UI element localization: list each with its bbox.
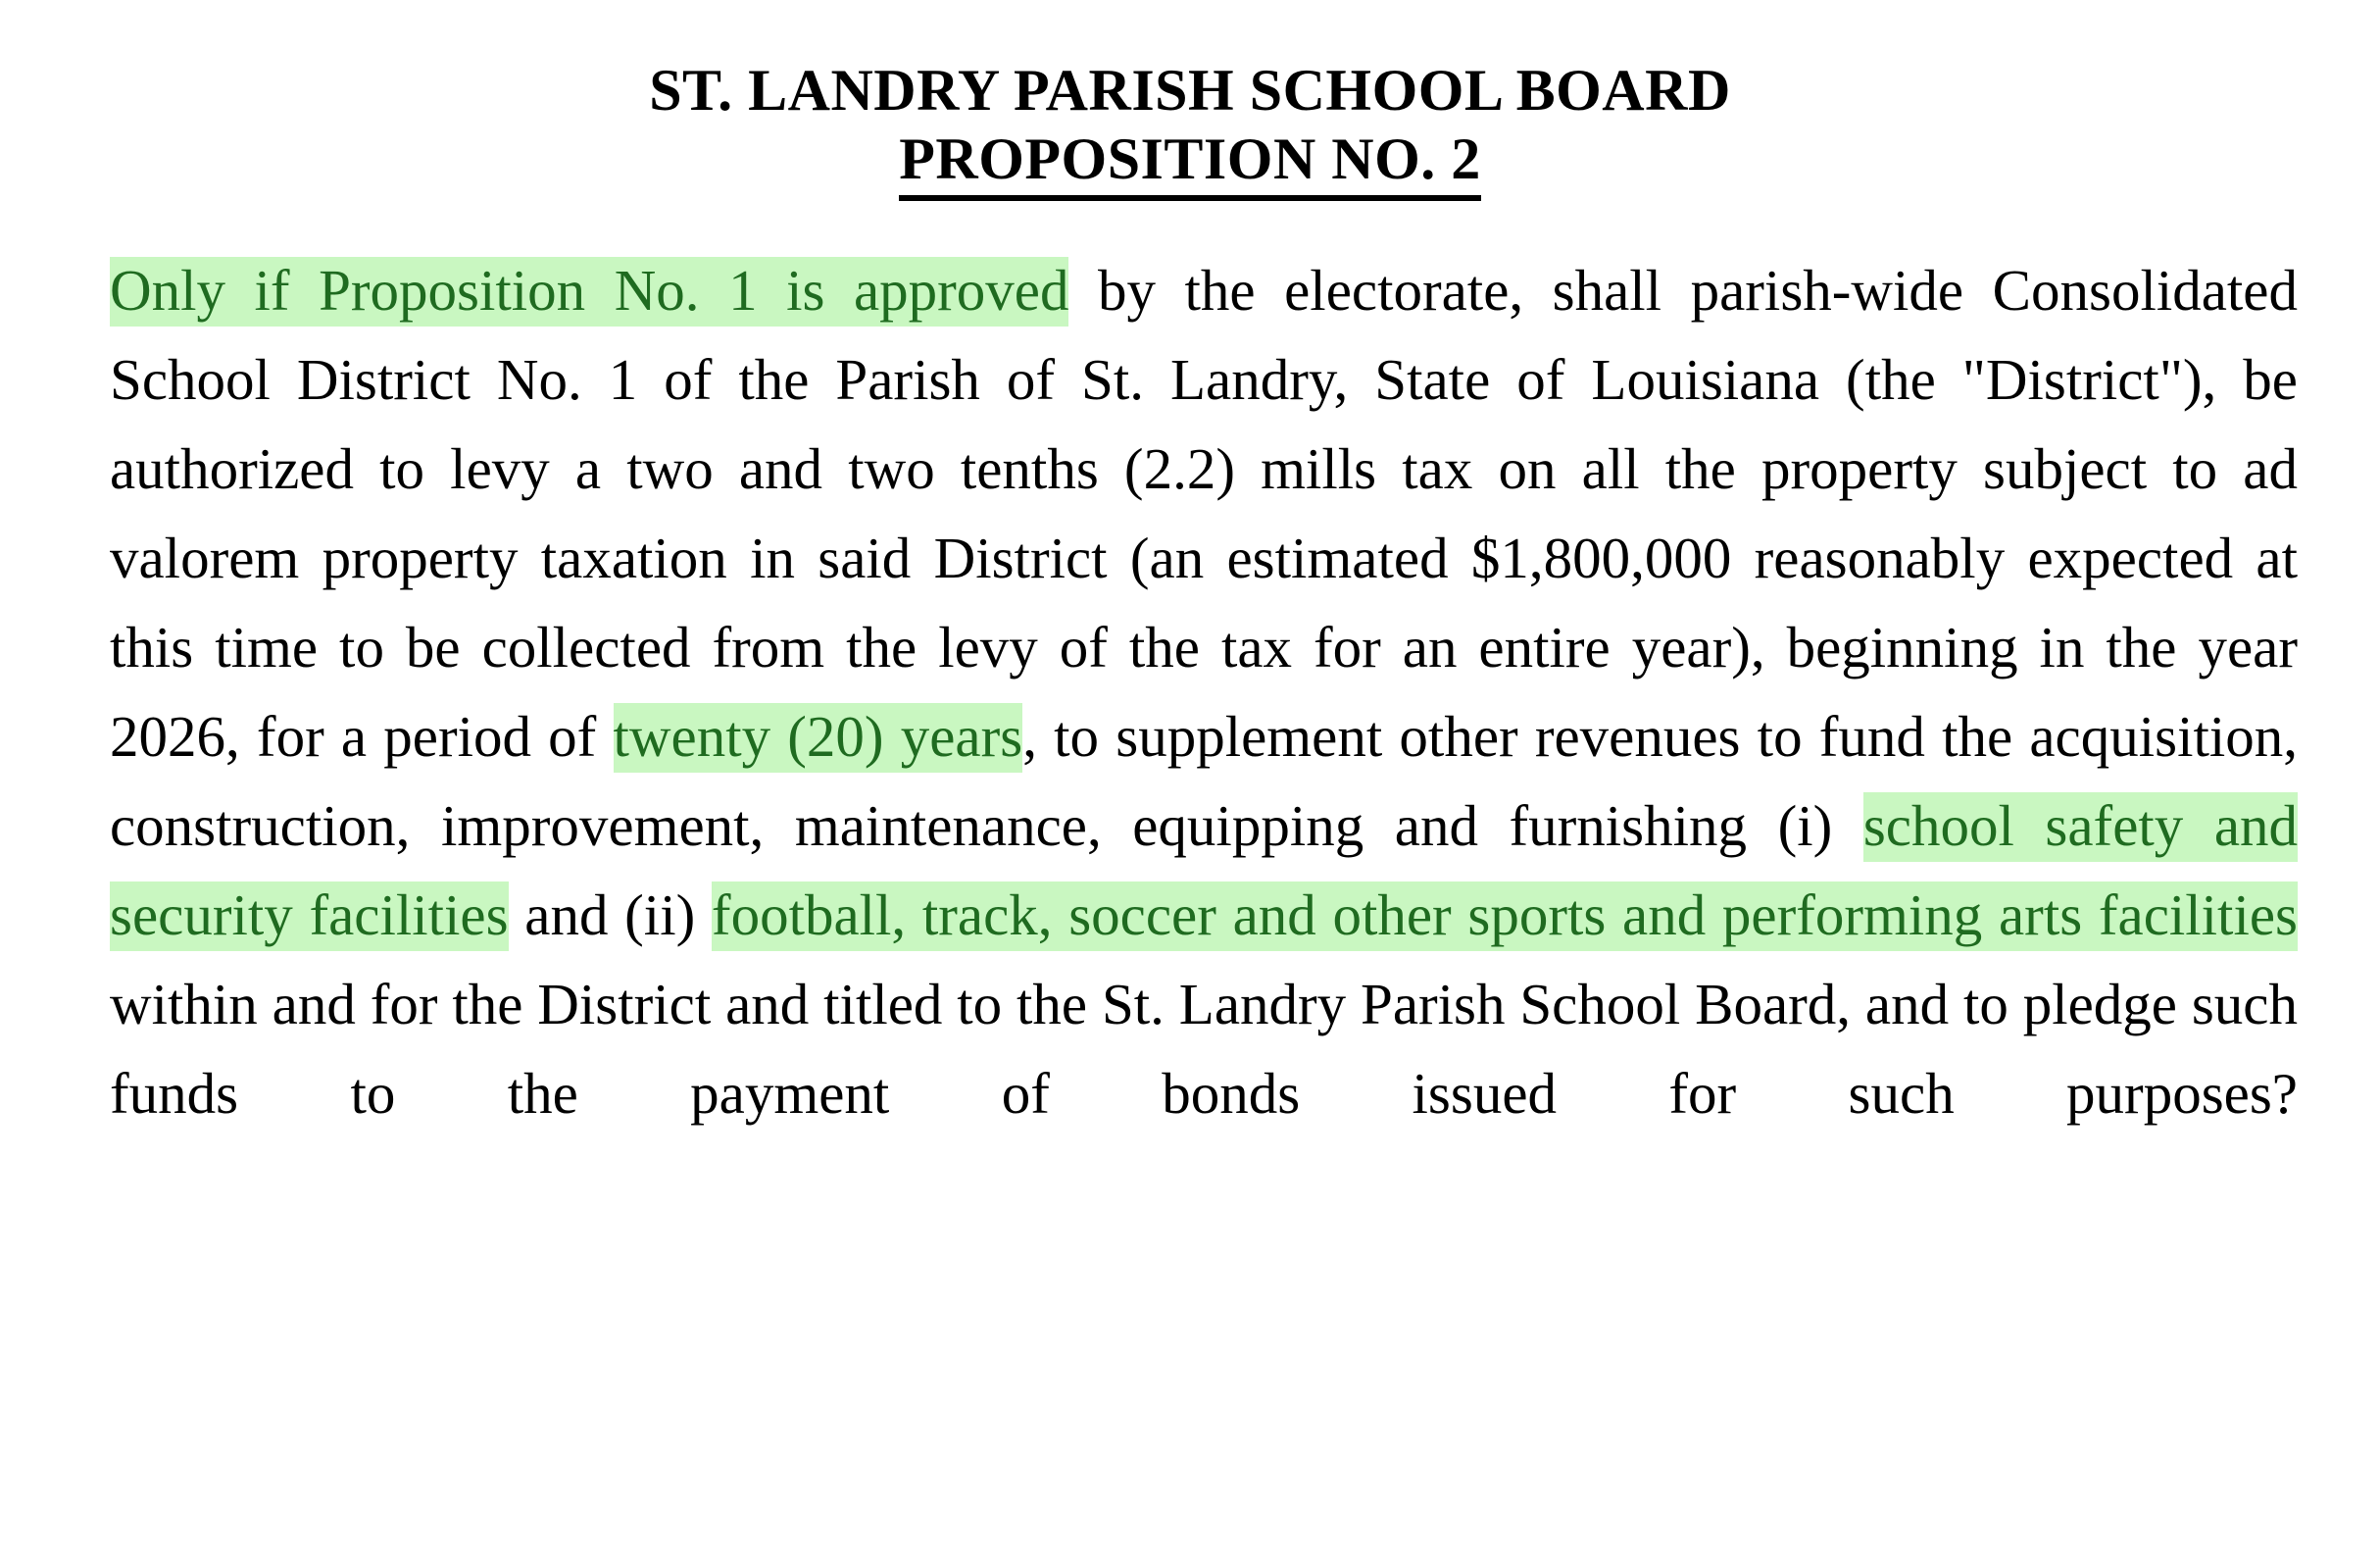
proposition-text [110,246,2298,1228]
highlighted-text-segment-6: football, track, soccer and other sports and performing arts facilities [712,881,2298,951]
document-title-block [0,0,2380,201]
highlighted-text-segment-0: Only if Proposition No. 1 is approved [110,257,1068,327]
proposition-body-container [53,246,2327,1228]
page-title-line-1: ST. LANDRY PARISH SCHOOL BOARD [649,58,1731,123]
text-segment-5: and (ii) [508,881,712,947]
highlighted-text-segment-2: twenty (20) years [614,703,1023,773]
text-segment-1: by the electorate, shall parish-wide Consolidated School District No. 1 of the Parish of St. Landry, State of Louisiana (the "District"), be authorized to levy a two and two tenths (2.2) mills tax on all the property subject to ad valorem property taxation in said District (an estimated $1,800,000 reasonably expected at this time to be collected from the levy of the tax for an entire year), beginning in the year 2026, for a period of [110,257,2298,769]
text-segment-7: within and for the District and titled to the St. Landry Parish School Board, and to pledge such funds to the payment of bonds issued for such purposes? [110,971,2298,1126]
page-title-line-2-container [0,126,2380,200]
text-segment-3: , to supplement other revenues to fund the acquisition, construction, improvement, maintenance, equipping and furnishing (i) [110,703,2298,858]
highlighted-text-segment-4: school safety and security facilities [110,792,2298,951]
page-title-line-2: PROPOSITION NO. 2 [899,126,1481,200]
